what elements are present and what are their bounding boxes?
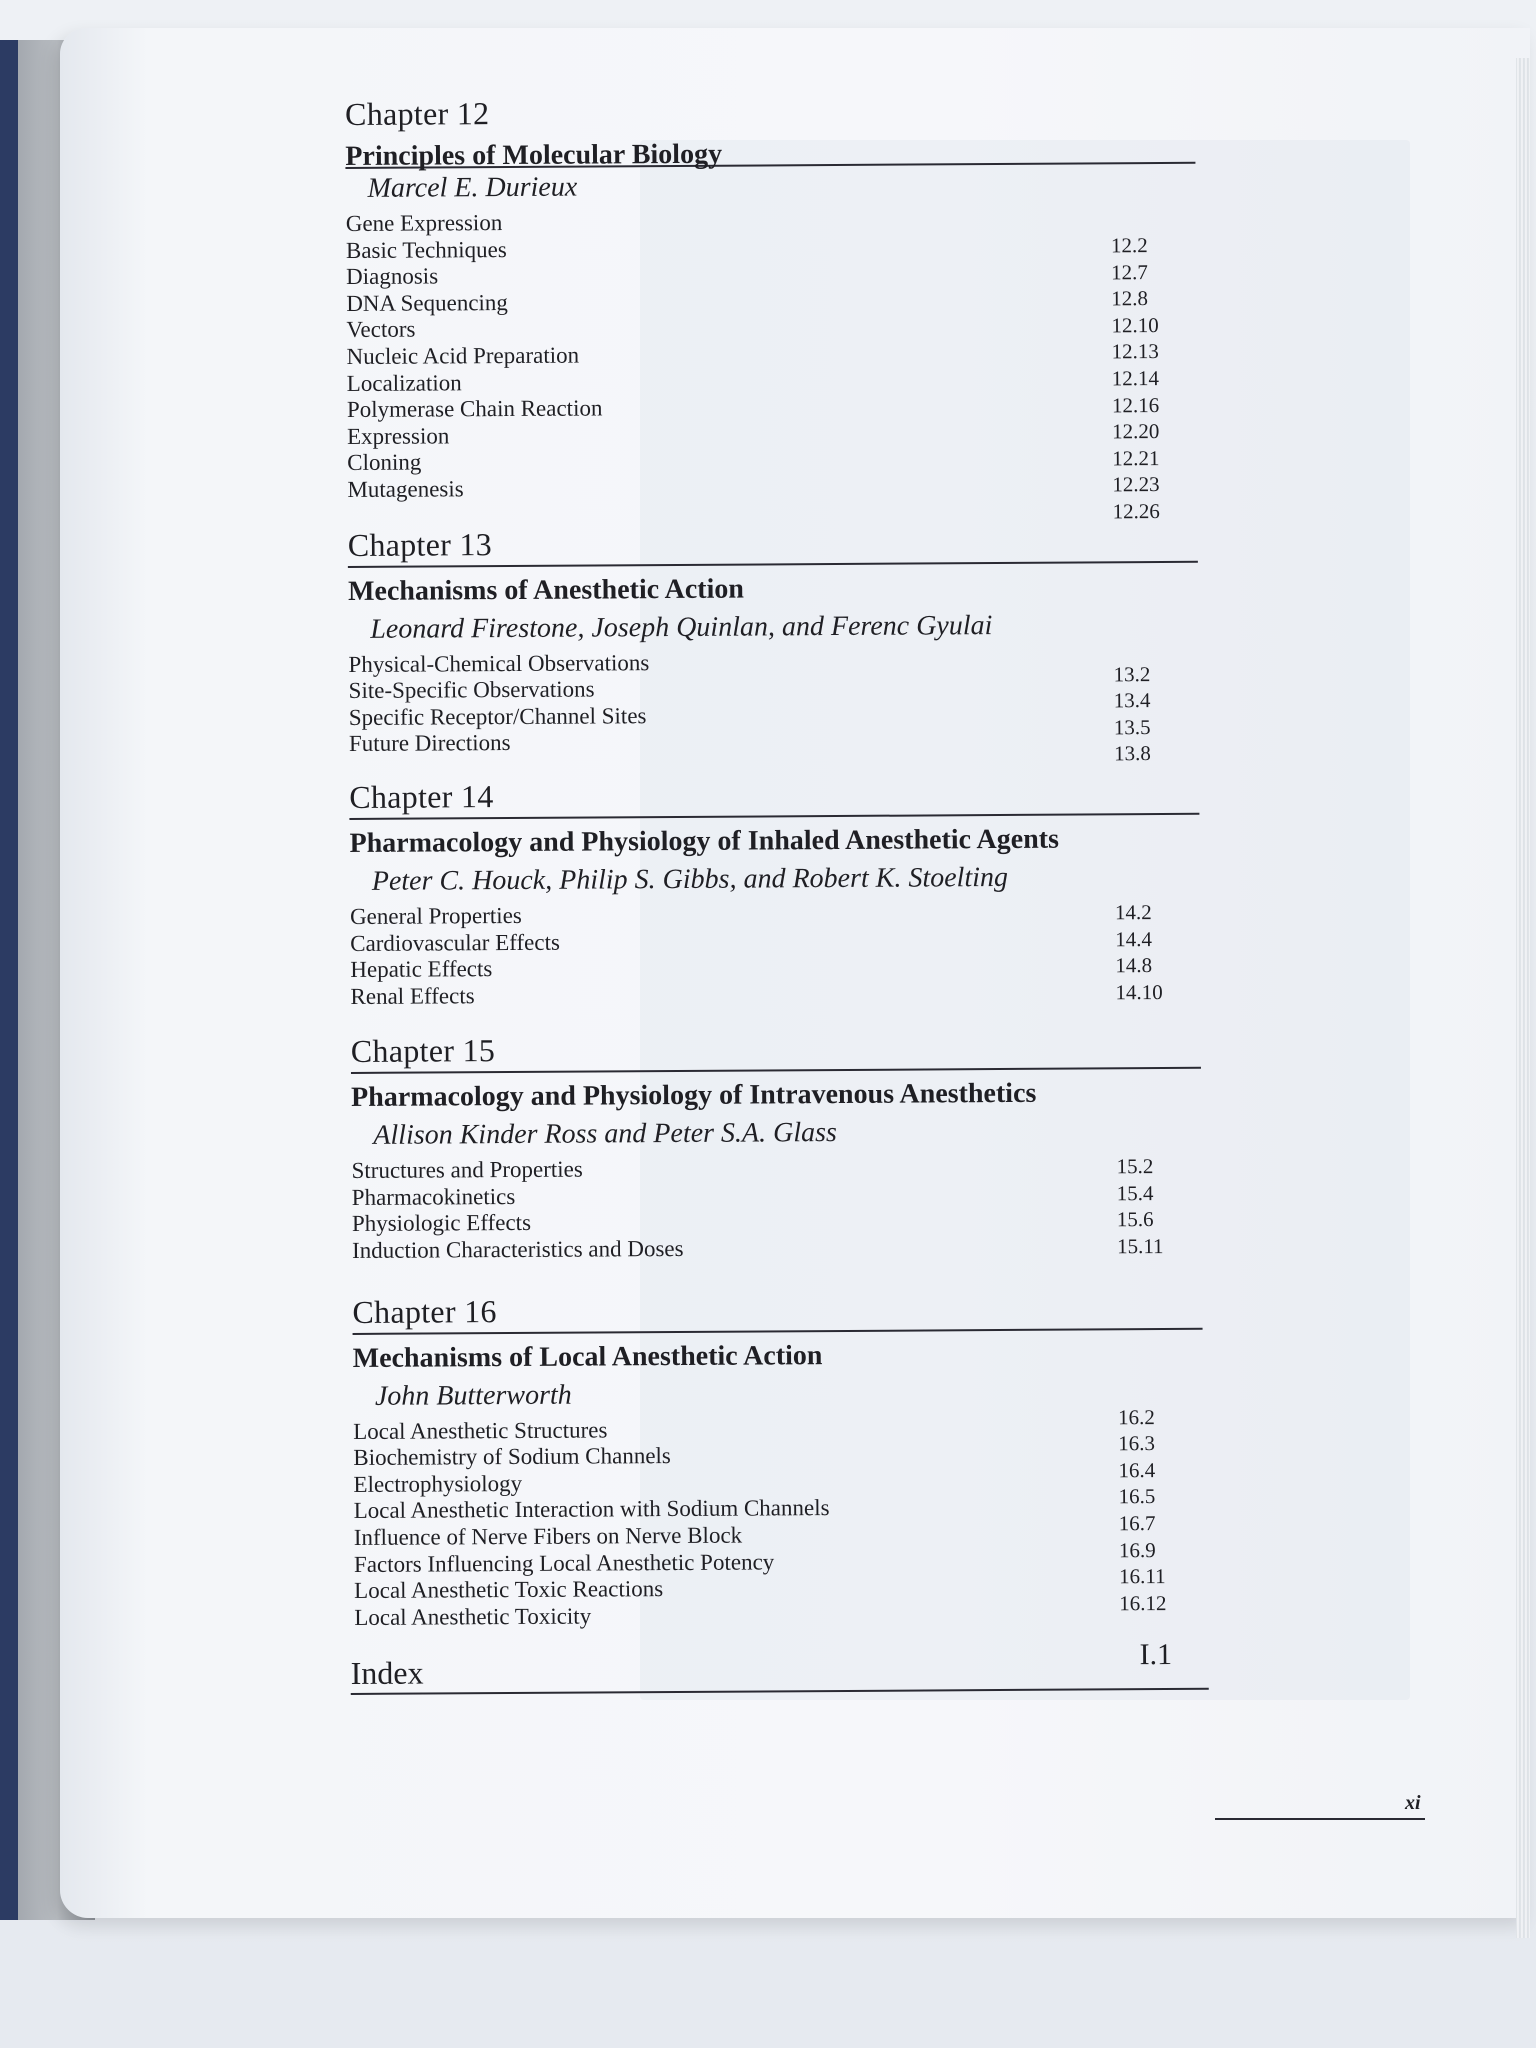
section-page: 16.11 [1118,1564,1166,1589]
section-title: Gene Expression [345,210,503,236]
section-page: 12.10 [1111,312,1159,338]
chapter-15 [351,1027,1202,1265]
chapter-title: Pharmacology and Physiology of Intravenous Anesthetics [351,1078,1037,1114]
section-title: Hepatic Effects [350,956,493,983]
section-page: 13.4 [1113,688,1151,713]
section-page: 12.8 [1111,286,1149,311]
section-title: Polymerase Chain Reaction [346,395,603,423]
section-page: 12.16 [1111,392,1160,417]
section-title: Physical-Chemical Observations [348,649,650,677]
section-list [353,1404,1204,1631]
section-page: 12.2 [1110,233,1148,258]
section-page: 12.20 [1111,419,1160,444]
chapter-14 [349,773,1200,1011]
section-page: 16.9 [1118,1537,1156,1562]
section-row [348,726,1199,766]
chapter-authors: John Butterworth [374,1379,572,1412]
section-title: Mutagenesis [347,476,464,502]
section-page: 12.7 [1111,259,1148,284]
section-title: Future Directions [348,730,511,757]
section-page: 16.2 [1118,1404,1155,1429]
chapter-authors: Allison Kinder Ross and Peter S.A. Glass [373,1117,837,1152]
section-title: Site-Specific Observations [348,676,595,704]
chapter-authors: Marcel E. Durieux [367,171,578,204]
section-page: 12.14 [1111,366,1160,391]
section-page: 16.3 [1118,1431,1156,1456]
chapter-label: Chapter 15 [350,1032,496,1070]
section-title: Physiologic Effects [351,1210,532,1237]
section-title: DNA Sequencing [346,289,508,316]
section-title: Biochemistry of Sodium Channels [353,1443,671,1471]
chapter-title: Principles of Molecular Biology [345,138,723,172]
chapter-label: Chapter 12 [345,95,490,132]
section-list [351,1153,1202,1265]
chapter-16 [352,1287,1204,1631]
section-page: 16.4 [1118,1457,1156,1483]
section-title: Structures and Properties [351,1156,583,1184]
section-page: 13.2 [1113,661,1151,686]
section-page: 15.2 [1116,1154,1154,1179]
section-row [347,472,1197,524]
chapter-12 [345,90,1197,524]
index-entry [350,1638,1204,1695]
chapter-authors: Peter C. Houck, Philip S. Gibbs, and Robert K. Stoelting [371,861,1009,897]
index-page: I.1 [1139,1638,1173,1672]
folio-rule [1215,1818,1425,1820]
section-page: 16.7 [1118,1511,1156,1536]
section-list [345,206,1198,524]
section-page: 14.8 [1115,953,1153,978]
section-title: Diagnosis [346,263,439,290]
book-spine [0,40,18,1920]
section-title: Local Anesthetic Structures [353,1417,608,1444]
section-page: 16.12 [1119,1590,1167,1616]
section-title: Vectors [346,316,416,343]
chapter-title: Mechanisms of Anesthetic Action [347,573,744,607]
section-row [350,978,1200,1010]
section-page: 12.13 [1111,339,1159,364]
section-row [352,1233,1202,1265]
section-title: Local Anesthetic Toxicity [354,1603,592,1630]
section-page: 14.10 [1115,979,1163,1004]
section-list [350,899,1201,1011]
chapter-label: Chapter 16 [352,1292,497,1330]
section-title: Cloning [347,449,422,476]
section-page: 14.2 [1114,899,1152,925]
section-page: 12.23 [1112,472,1160,497]
chapter-13 [347,520,1199,766]
section-page: 15.11 [1116,1234,1164,1259]
section-page: 14.4 [1115,926,1152,951]
section-title: Expression [347,423,450,449]
section-title: Nucleic Acid Preparation [346,342,580,369]
chapter-label: Chapter 14 [349,778,494,815]
section-title: Renal Effects [350,982,475,1009]
index-label: Index [350,1654,424,1692]
chapter-label: Chapter 13 [347,525,493,563]
chapter-authors: Leonard Firestone, Joseph Quinlan, and Ferenc Gyulai [370,609,993,645]
section-title: Localization [346,369,462,396]
section-title: General Properties [349,902,522,929]
section-title: Cardiovascular Effects [350,929,560,956]
section-list [348,646,1199,766]
section-title: Pharmacokinetics [351,1183,516,1210]
section-title: Local Anesthetic Toxic Reactions [354,1576,664,1604]
section-page: 15.6 [1116,1207,1154,1232]
table-of-contents [345,90,1205,1696]
section-title: Specific Receptor/Channel Sites [348,702,647,730]
chapter-title: Mechanisms of Local Anesthetic Action [352,1339,823,1374]
section-page: 12.26 [1112,498,1160,524]
section-title: Influence of Nerve Fibers on Nerve Block [353,1522,743,1551]
section-page: 12.21 [1112,445,1160,471]
section-title: Basic Techniques [345,236,507,263]
chapter-title: Pharmacology and Physiology of Inhaled Anesthetic Agents [349,823,1060,859]
section-page: 15.4 [1116,1180,1154,1206]
section-page: 13.5 [1113,714,1151,740]
section-title: Electrophysiology [353,1470,523,1497]
section-title: Local Anesthetic Interaction with Sodium Channels [353,1495,830,1524]
section-page: 16.5 [1118,1484,1156,1509]
section-title: Factors Influencing Local Anesthetic Potency [353,1549,775,1577]
section-title: Induction Characteristics and Doses [351,1236,684,1264]
section-page: 13.8 [1113,741,1151,766]
page-folio: xi [1405,1792,1421,1814]
page-edges [1516,58,1530,1938]
